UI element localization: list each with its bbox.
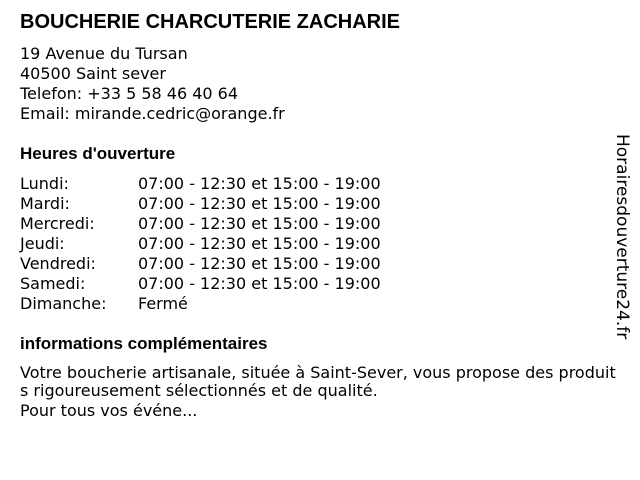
phone-number: Telefon: +33 5 58 46 40 64 xyxy=(20,84,239,103)
opening-hours-heading: Heures d'ouverture xyxy=(20,144,176,163)
time-range: 07:00 - 12:30 et 15:00 - 19:00 xyxy=(138,234,381,253)
day-label: Mardi: xyxy=(20,194,70,213)
business-name: BOUCHERIE CHARCUTERIE ZACHARIE xyxy=(20,11,401,33)
time-range: 07:00 - 12:30 et 15:00 - 19:00 xyxy=(138,194,381,213)
day-label: Samedi: xyxy=(20,274,86,293)
time-range: Fermé xyxy=(138,294,188,313)
city-address: 40500 Saint sever xyxy=(20,64,166,83)
day-label: Dimanche: xyxy=(20,294,107,313)
day-label: Vendredi: xyxy=(20,254,96,273)
time-range: 07:00 - 12:30 et 15:00 - 19:00 xyxy=(138,274,381,293)
time-range: 07:00 - 12:30 et 15:00 - 19:00 xyxy=(138,174,381,193)
day-label: Mercredi: xyxy=(20,214,95,233)
site-watermark: Horairesdouverture24.fr xyxy=(612,134,632,340)
time-range: 07:00 - 12:30 et 15:00 - 19:00 xyxy=(138,214,381,233)
day-label: Jeudi: xyxy=(20,234,65,253)
business-description: Votre boucherie artisanale, située à Saint-Sever, vous propose des produits rigoureusement sélectionnés et de qualité. xyxy=(20,363,616,400)
contact-block xyxy=(20,44,285,124)
email-address: Email: mirande.cedric@orange.fr xyxy=(20,104,285,123)
time-range: 07:00 - 12:30 et 15:00 - 19:00 xyxy=(138,254,381,273)
day-label: Lundi: xyxy=(20,174,69,193)
description-excerpt: Pour tous vos événe... xyxy=(20,401,198,420)
additional-info-heading: informations complémentaires xyxy=(20,334,268,353)
street-address: 19 Avenue du Tursan xyxy=(20,44,188,63)
